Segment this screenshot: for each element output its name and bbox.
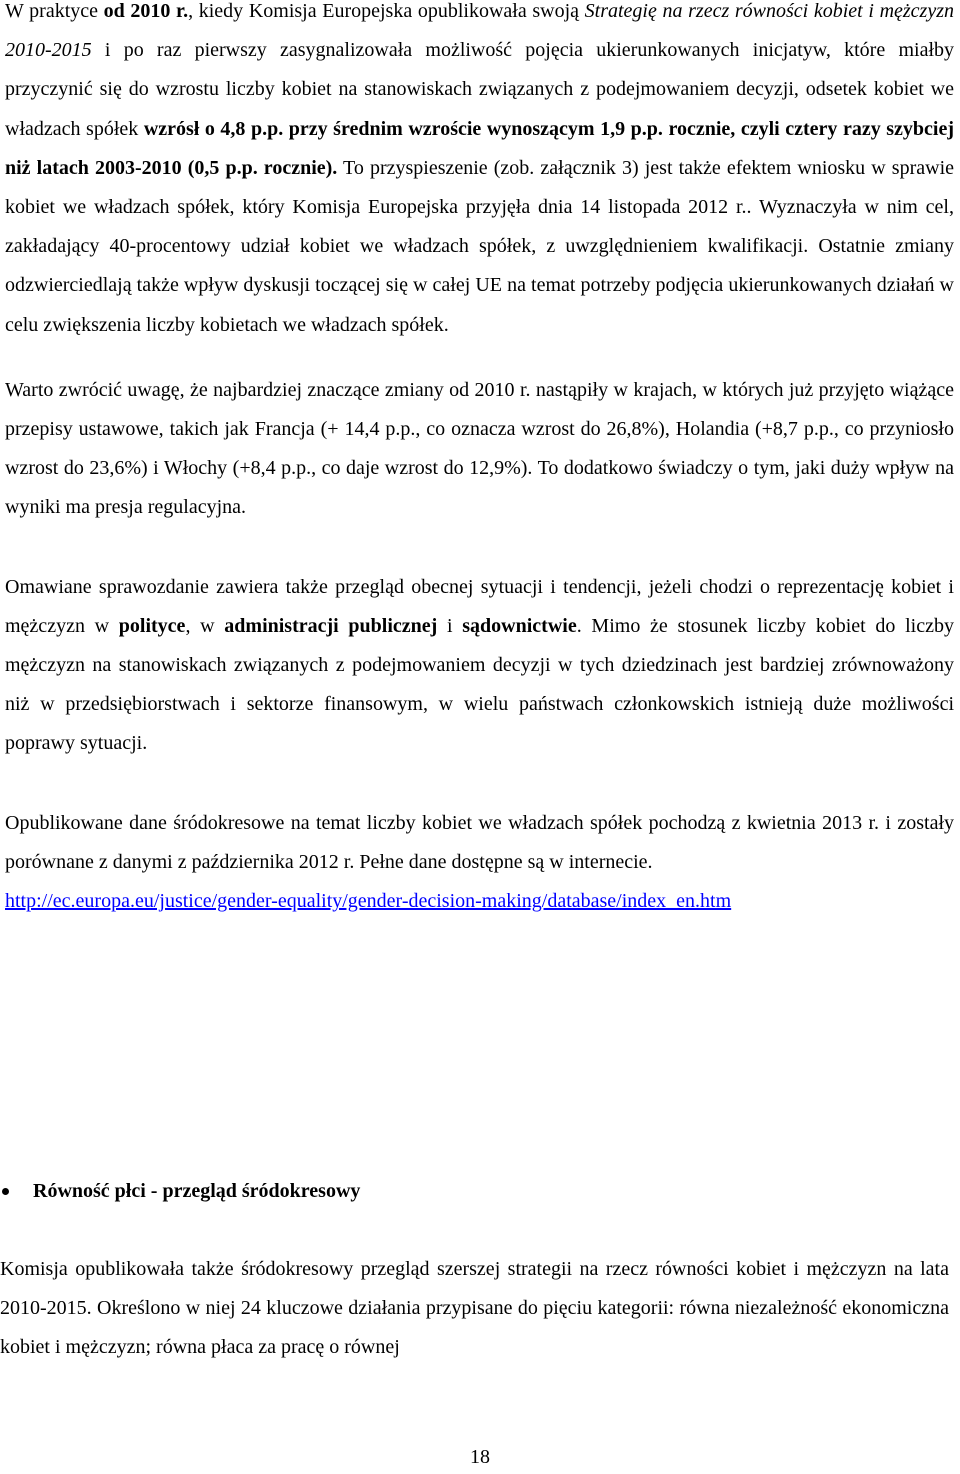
bold-date-text: od 2010 r.: [103, 0, 189, 22]
section-heading: Równość płci - przegląd śródokresowy: [33, 1180, 361, 1202]
paragraph-strategy-impact: [5, 0, 954, 345]
paragraph-text: Warto zwrócić uwagę, że najbardziej znaczące zmiany od 2010 r. nastąpiły w krajach, w których już przyjęto wiążące przepisy ustawowe, takich jak Francja (+ 14,4 p.p., co oznacza wzrost do 26,8%), Holandia (+8,7 p.p., co przyniosło wzrost do 23,6%) i Włochy (+8,4 p.p., co daje wzrost do 12,9%). To dodatkowo świadczy o tym, jaki duży wpływ na wyniki ma presja regulacyjna.: [5, 378, 954, 519]
paragraph-text: i: [437, 614, 463, 637]
paragraph-midterm-review: [0, 1250, 949, 1368]
bullet-icon: [2, 1188, 9, 1195]
paragraph-text: Opublikowane dane śródokresowe na temat liczby kobiet we władzach spółek pochodzą z kwietnia 2013 r. i zostały porównane z danymi z października 2012 r. Pełne dane dostępne są w internecie.: [5, 811, 954, 873]
paragraph-text: . Mimo że stosunek liczby kobiet do liczby mężczyzn na stanowiskach związanych z podejmowaniem decyzji w tych dziedzinach jest bardziej zrównoważony niż w przedsiębiorstwach i sektorze finansowym, w wielu państwach członkowskich istnieją duże możliwości poprawy sytuacji.: [5, 614, 954, 755]
bold-politics-term: polityce: [118, 614, 186, 637]
paragraph-text: , kiedy Komisja Europejska opublikowała swoją: [188, 0, 585, 22]
paragraph-intro-text: W praktyce: [5, 0, 104, 22]
section-heading-bullet: [0, 1172, 360, 1211]
paragraph-text: Komisja opublikowała także śródokresowy przegląd szerszej strategii na rzecz równości kobiet i mężczyzn na lata 2010-2015. Określono w niej 24 kluczowe działania przypisane do pięciu kategorii: równa niezależność ekonomiczna kobiet i mężczyzn; równa płaca za pracę o równej: [0, 1258, 949, 1359]
paragraph-report-overview: [5, 568, 954, 764]
bold-growth-statement: wzrósł o 4,8 p.p. przy średnim wzroście wynoszącym 1,9 p.p. rocznie, czyli cztery razy szybciej niż latach 2003-2010 (0,5 p.p. rocznie).: [5, 117, 954, 179]
bold-judiciary-term: sądownictwie: [462, 614, 577, 637]
bold-public-administration-term: administracji publicznej: [224, 614, 438, 637]
strategy-title-italic: Strategię na rzecz równości kobiet i mężczyzn 2010-2015: [5, 0, 954, 62]
paragraph-country-changes: [5, 371, 954, 528]
paragraph-text: Omawiane sprawozdanie zawiera także przegląd obecnej sytuacji i tendencji, jeżeli chodzi o reprezentację kobiet i mężczyzn w: [5, 575, 954, 637]
paragraph-text: i po raz pierwszy zasygnalizowała możliwość pojęcia ukierunkowanych inicjatyw, które miałby przyczynić się do wzrostu liczby kobiet na stanowiskach związanych z podejmowaniem decyzji, odsetek kobiet we władzach spółek: [5, 39, 954, 140]
document-page: [5, 0, 954, 921]
database-link[interactable]: http://ec.europa.eu/justice/gender-equality/gender-decision-making/database/index_en.htm: [5, 890, 732, 913]
paragraph-text: To przyspieszenie (zob. załącznik 3) jest także efektem wniosku w sprawie kobiet we władzach spółek, który Komisja Europejska przyjęła dnia 14 listopada 2012 r.. Wyznaczyła w nim cel, zakładający 40-procentowy udział kobiet we władzach spółek, z uwzględnieniem kwalifikacji. Ostatnie zmiany odzwierciedlają także wpływ dyskusji toczącej się w całej UE na temat potrzeby podjęcia ukierunkowanych działań w celu zwiększenia liczby kobietach we władzach spółek.: [5, 156, 954, 336]
paragraph-text: , w: [185, 614, 225, 637]
paragraph-data-source: [5, 804, 954, 922]
page-number: 18: [470, 1446, 490, 1468]
